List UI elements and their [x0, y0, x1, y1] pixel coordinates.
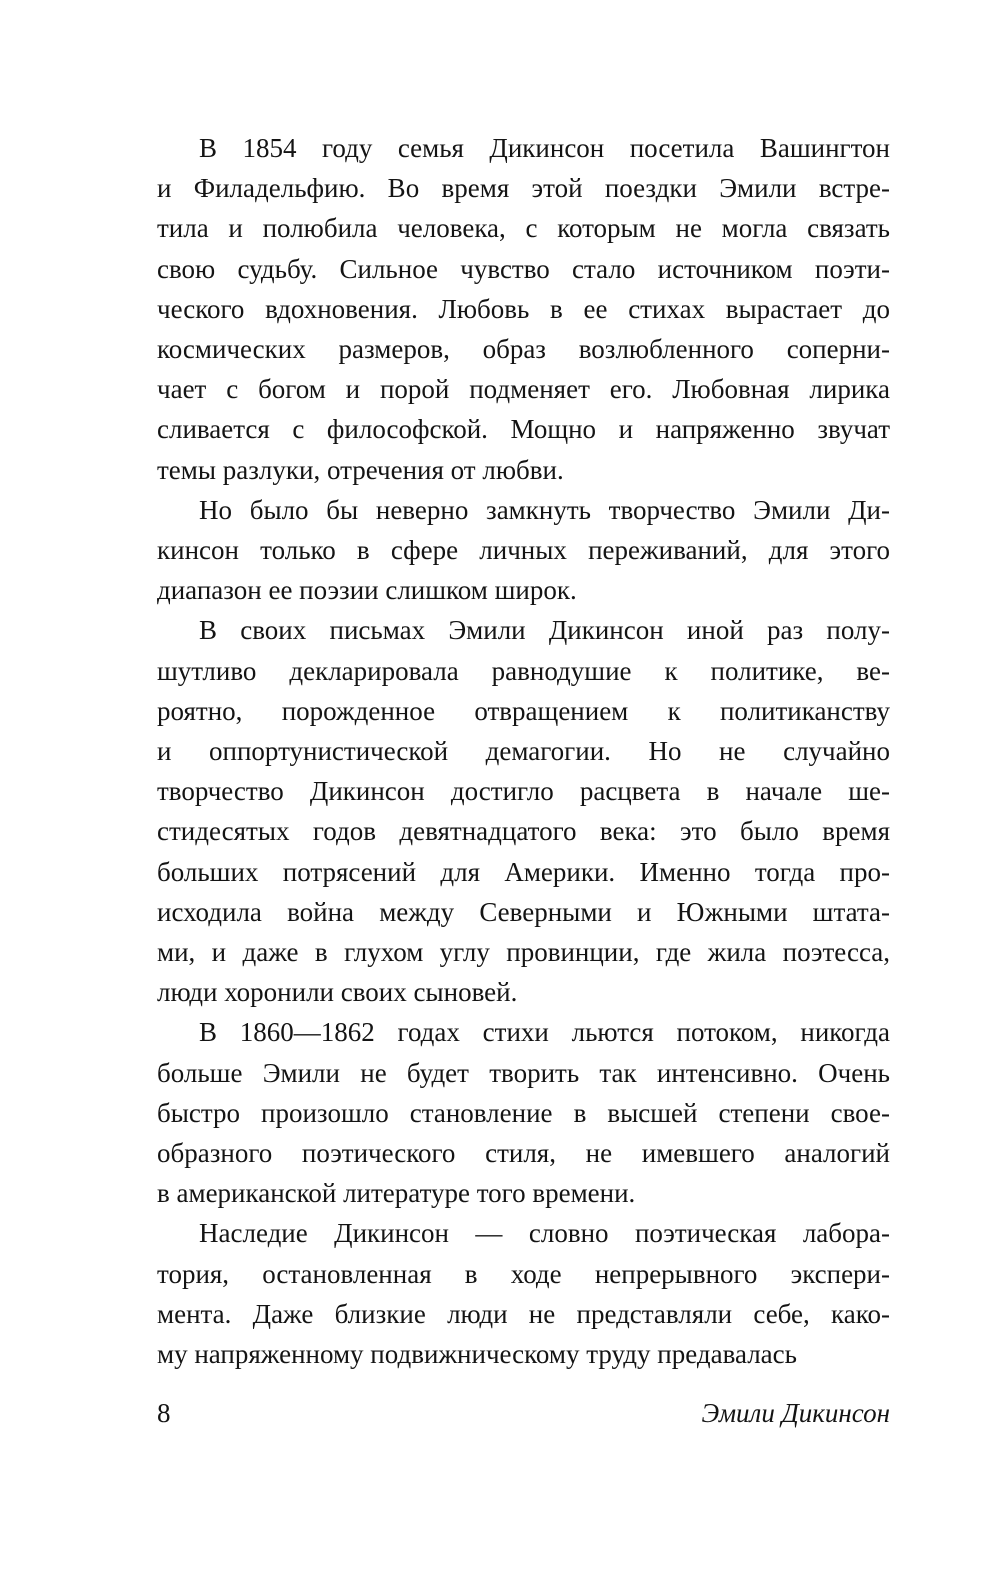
text-line: Наследие Дикинсон — словно поэтическая лабора-: [199, 1218, 890, 1249]
text-line: тила и полюбила человека, с которым не могла связать: [157, 213, 890, 244]
running-title: Эмили Дикинсон: [701, 1398, 890, 1428]
text-line: В своих письмах Эмили Дикинсон иной раз полу-: [199, 615, 890, 646]
text-line: больших потрясений для Америки. Именно тогда про-: [157, 856, 890, 887]
text-line: ми, и даже в глухом углу провинции, где жила поэтесса,: [157, 937, 890, 968]
text-line: шутливо декларировала равнодушие к политике, ве-: [157, 655, 890, 686]
text-line: му напряженному подвижническому труду предавалась: [157, 1339, 797, 1370]
text-line: В 1854 году семья Дикинсон посетила Вашингтон: [199, 133, 890, 163]
text-line: образного поэтического стиля, не имевшего аналогий: [157, 1138, 890, 1169]
text-line: чает с богом и порой подменяет его. Любовная лирика: [157, 374, 890, 405]
text-line: космических размеров, образ возлюбленного соперни-: [157, 334, 890, 365]
paragraph: [157, 128, 890, 490]
page-number: 8: [157, 1398, 171, 1428]
text-line: Но было бы неверно замкнуть творчество Эмили Ди-: [199, 494, 890, 525]
text-line: В 1860—1862 годах стихи льются потоком, никогда: [199, 1017, 890, 1048]
body-text: [157, 128, 890, 1374]
text-line: творчество Дикинсон достигло расцвета в начале ше-: [157, 776, 890, 807]
paragraph: [157, 1012, 890, 1213]
text-line: ческого вдохновения. Любовь в ее стихах вырастает до: [157, 293, 890, 324]
text-line: люди хоронили своих сыновей.: [157, 977, 518, 1008]
text-line: кинсон только в сфере личных переживаний, для этого: [157, 535, 890, 566]
page-footer: [157, 1398, 890, 1429]
text-line: и оппортунистической демагогии. Но не случайно: [157, 736, 890, 767]
text-line: мента. Даже близкие люди не представляли себе, како-: [157, 1298, 890, 1329]
text-line: быстро произошло становление в высшей степени свое-: [157, 1097, 890, 1128]
text-line: тория, остановленная в ходе непрерывного экспери-: [157, 1258, 890, 1289]
text-line: исходила война между Северными и Южными штата-: [157, 896, 890, 927]
text-line: больше Эмили не будет творить так интенсивно. Очень: [157, 1057, 890, 1088]
text-line: роятно, порожденное отвращением к политиканству: [157, 695, 890, 726]
text-line: сливается с философской. Мощно и напряженно звучат: [157, 414, 890, 445]
text-line: в американской литературе того времени.: [157, 1178, 636, 1209]
paragraph: [157, 610, 890, 1012]
text-line: стидесятых годов девятнадцатого века: это было время: [157, 816, 890, 847]
paragraph: [157, 1213, 890, 1374]
text-line: свою судьбу. Сильное чувство стало источником поэти-: [157, 253, 890, 284]
paragraph: [157, 490, 890, 611]
text-line: темы разлуки, отречения от любви.: [157, 454, 564, 485]
text-line: диапазон ее поэзии слишком широк.: [157, 575, 577, 606]
text-line: и Филадельфию. Во время этой поездки Эмили встре-: [157, 173, 890, 204]
